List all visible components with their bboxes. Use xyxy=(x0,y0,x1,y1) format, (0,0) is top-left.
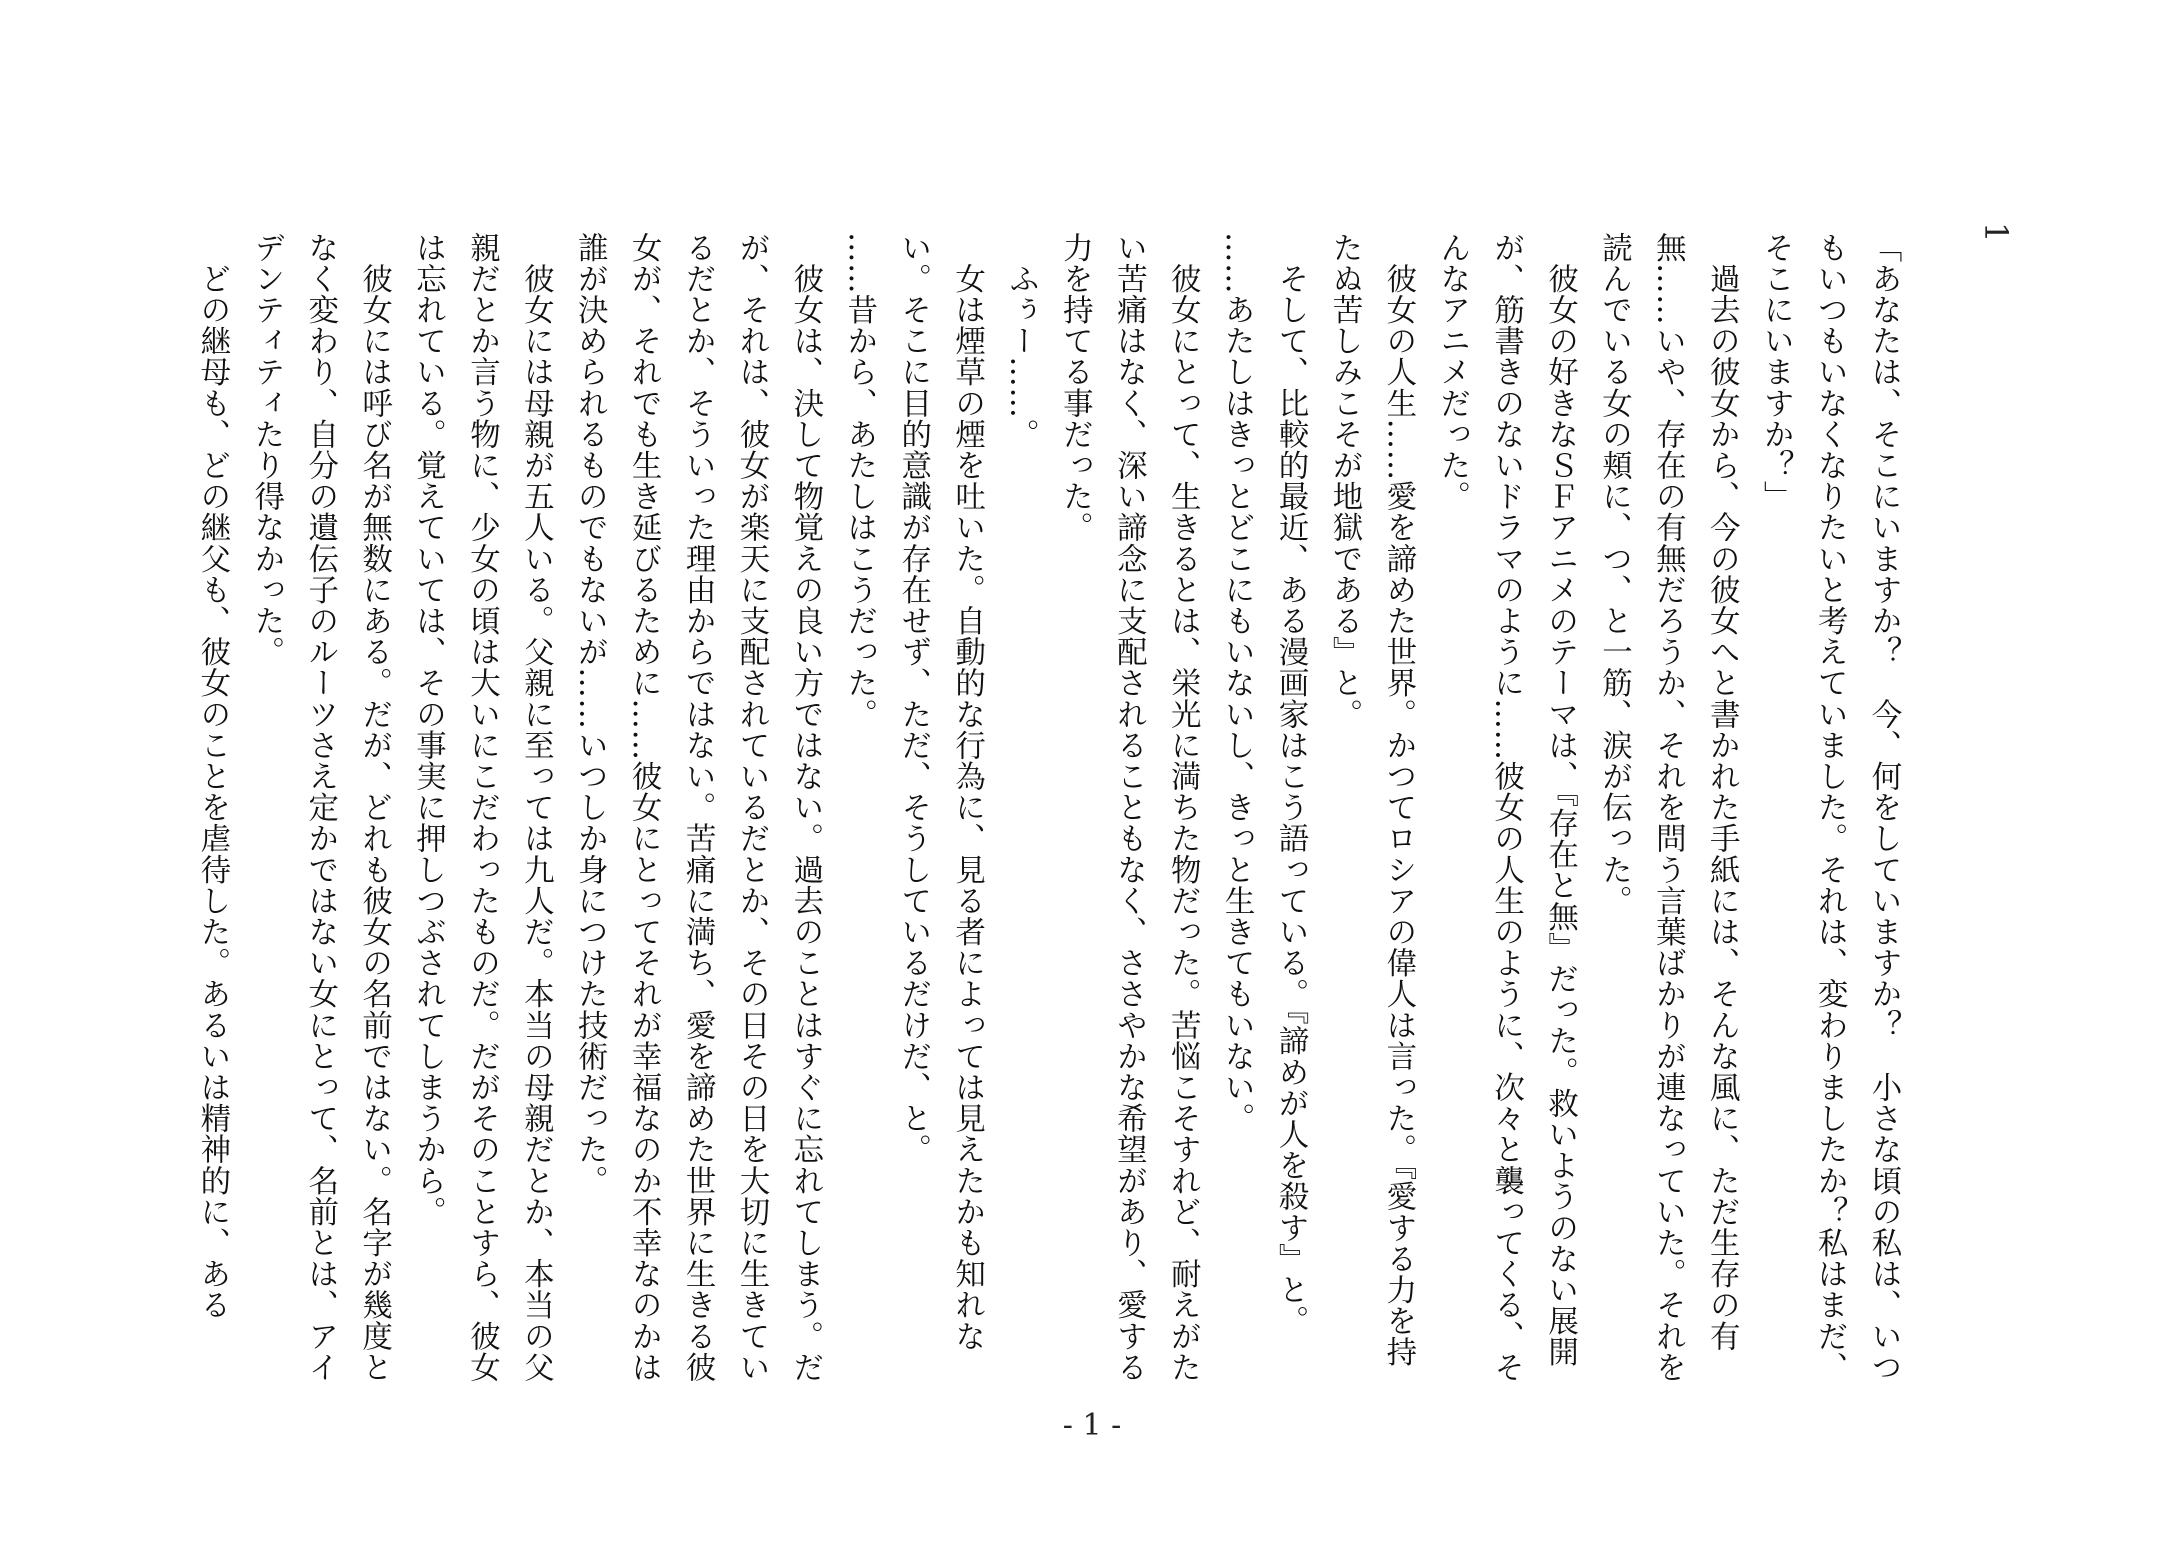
paragraph: 彼女の人生……愛を諦めた世界。かつてロシアの偉人は言った。『愛する力を持たぬ苦しみこそが地獄である』と。 xyxy=(1326,232,1416,1368)
paragraph: ふぅー……。 xyxy=(1003,232,1039,450)
paragraph: そして、比較的最近、ある漫画家はこう語っている。『諦めが人を殺す』と。 xyxy=(1273,232,1309,1337)
paragraph: 「あなたは、そこにいますか？ 今、何をしていますか？ 小さな頃の私は、いつもいつもいなくなりたいと考えていました。それは、変わりましたか？私はまだ、そこにいますか？」 xyxy=(1758,232,1901,1383)
paragraph: ……あたしはきっとどこにもいないし、きっと生きてもいない。 xyxy=(1219,232,1255,1134)
chapter-number: 1 xyxy=(1977,222,2015,243)
paragraph: 彼女には呼び名が無数にある。だが、どれも彼女の名前ではない。名字が幾度となく変わり、自分の遺伝子のルーツさえ定かではない女にとって、名前とは、アイデンティティたり得なかった。 xyxy=(248,232,392,1383)
paragraph: 女は煙草の煙を吐いた。自動的な行為に、見る者によっては見えたかも知れない。そこに目的意識が存在せず、ただ、そうしているだけだ、と。 xyxy=(895,232,985,1352)
paragraph: 彼女の好きなＳＦアニメのテーマは、『存在と無』だった。救いようのない展開が、筋書きのないドラマのように……彼女の人生のように、次々と襲ってくる、そんなアニメだった。 xyxy=(1434,232,1578,1383)
paragraph: 彼女にとって、生きるとは、栄光に満ちた物だった。苦悩こそすれど、耐えがたい苦痛はなく、深い諦念に支配されることもなく、ささやかな希望があり、愛する力を持てる事だった。 xyxy=(1057,232,1201,1383)
novel-body-text xyxy=(194,232,1910,1392)
paragraph: ……昔から、あたしはこうだった。 xyxy=(841,232,877,730)
paragraph: 彼女は、決して物覚えの良い方ではない。過去のことはすぐに忘れてしまう。だが、それは、彼女が楽天に支配されているだとか、その日その日を大切に生きているだとか、そういった理由からではない。苦痛に満ち、愛を諦めた世界に生きる彼女が、それでも生き延びるために……彼女にとってそれが幸福なのか不幸なのかは誰が決められるものでもないが……いつしか身につけた技術だった。 xyxy=(572,232,823,1383)
paragraph: 過去の彼女から、今の彼女へと書かれた手紙には、そんな風に、ただ生存の有無……いや、存在の有無だろうか、それを問う言葉ばかりが連なっていた。それを読んでいる女の頬に、つ、と一筋、涙が伝った。 xyxy=(1596,232,1740,1383)
page-number: - 1 - xyxy=(1062,1408,1122,1443)
paragraph: どの継母も、どの継父も、彼女のことを虐待した。あるいは精神的に、ある xyxy=(194,232,230,1321)
paragraph: 彼女には母親が五人いる。父親に至っては九人だ。本当の母親だとか、本当の父親だとか言う物に、少女の頃は大いにこだわったものだ。だがそのことすら、彼女は忘れている。覚えていては、その事実に押しつぶされてしまうから。 xyxy=(410,232,554,1383)
